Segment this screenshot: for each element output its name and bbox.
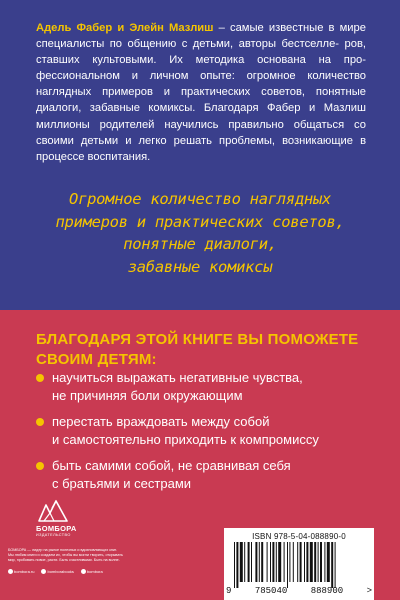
intro-text-line: наглядных примеров и практических советов, понятные	[36, 86, 366, 99]
isbn-label: ISBN 978-5-04-088890-0	[252, 532, 346, 541]
intro-text-line: фессиональном и личном опыте: огромное количество	[36, 70, 366, 83]
intro-text-line: в процессе воспитания.	[36, 134, 367, 163]
publisher-tagline	[8, 548, 208, 564]
benefit-item	[36, 413, 366, 449]
intro-text-line: миллионы родителей научились правильно общаться со	[36, 118, 366, 131]
intro-text-line: ров, ставших культовыми. Их методика основана на про-	[36, 38, 366, 67]
social-label: bombora.ru	[14, 569, 35, 574]
slogan	[20, 188, 380, 278]
benefits-heading	[36, 330, 376, 370]
social-vk	[41, 569, 73, 574]
social-links	[8, 569, 218, 574]
benefits-list	[36, 369, 366, 493]
benefit-line: перестать враждовать между собой	[52, 414, 270, 429]
heading-line: СВОИМ ДЕТЯМ:	[36, 351, 157, 368]
benefit-line: быть самими собой, не сравнивая себя	[52, 458, 291, 473]
tagline-line: Мы любим книги и создаем их, чтобы вы могли творить, открывать	[8, 553, 123, 558]
benefit-item	[36, 457, 366, 493]
social-instagram	[81, 569, 103, 574]
barcode-lead-digit: 9	[226, 586, 232, 596]
benefit-line: с братьями и сестрами	[52, 476, 192, 491]
barcode-group-1: 785040	[254, 586, 288, 596]
slogan-line: примеров и практических советов,	[55, 212, 345, 231]
barcode-group-2: 888900	[310, 586, 344, 596]
intro-text-line: специалисты по общению с детьми, авторы бестселле-	[36, 38, 340, 51]
heading-line: БЛАГОДАРЯ ЭТОЙ КНИГЕ ВЫ ПОМОЖЕТЕ	[36, 331, 359, 348]
barcode-icon	[234, 542, 368, 588]
barcode-box	[224, 528, 374, 600]
intro-text-line: диалоги, забавные комиксы. Благодаря Фабер и Мазлиш	[36, 102, 366, 115]
publisher-subtitle: ИЗДАТЕЛЬСТВО	[36, 533, 71, 537]
authors-name: Адель Фабер и Элейн Мазлиш	[36, 22, 214, 34]
social-website	[8, 569, 34, 574]
slogan-line: забавные комиксы	[127, 257, 273, 276]
bullet-dot-icon	[36, 462, 44, 470]
benefit-item	[36, 369, 366, 405]
publisher-logo	[36, 499, 104, 537]
vk-icon	[41, 569, 46, 574]
social-label: bombora	[86, 569, 103, 574]
intro-paragraph	[36, 20, 366, 165]
slogan-line: понятные диалоги,	[123, 235, 277, 253]
tagline-line: мир, пробовать новое, расти. Быть счастливыми. Быть на волне.	[8, 558, 120, 563]
bullet-dot-icon	[36, 374, 44, 382]
publisher-name: БОМБОРА	[36, 524, 77, 533]
benefit-line: и самостоятельно приходить к компромиссу	[52, 432, 319, 447]
instagram-icon	[81, 569, 86, 574]
barcode-end-mark: >	[366, 586, 372, 596]
intro-text-line: своими детьми и легко решать проблемы, возникающие	[36, 134, 353, 147]
benefit-line: научиться выражать негативные чувства,	[52, 370, 303, 385]
social-label: bomborabooks	[47, 569, 74, 574]
globe-icon	[8, 569, 13, 574]
bottom-panel	[0, 310, 400, 600]
barcode-digits	[226, 586, 372, 596]
benefit-line: не причиняя боли окружающим	[52, 388, 243, 403]
slogan-line: Огромное количество наглядных	[69, 190, 331, 208]
intro-text-line: – самые известные в мире	[213, 22, 366, 34]
bullet-dot-icon	[36, 418, 44, 426]
bombora-logo-icon	[36, 499, 70, 523]
tagline-line: БОМБОРА — лидер на рынке полезных и вдохновляющих книг.	[8, 548, 117, 552]
